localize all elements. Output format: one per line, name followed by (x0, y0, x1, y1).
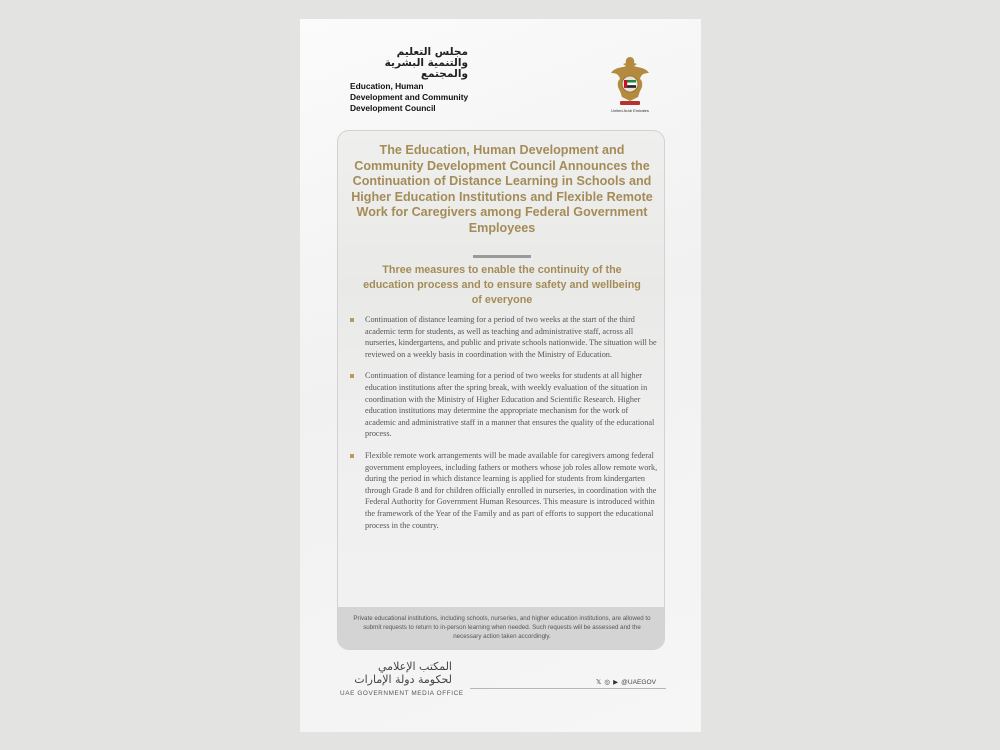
measure-item (350, 314, 660, 360)
council-name-en-1: Education, Human (350, 81, 424, 91)
title-divider (473, 255, 531, 258)
announcement-poster (300, 19, 701, 732)
bullet-square-icon (350, 318, 354, 322)
measure-text: Flexible remote work arrangements will be made available for caregivers among federal government employees, including fathers or mothers whose job roles allow remote work, during the period in which distance learning is applied for students from kindergarten through Grade 8 and for children officially enrolled in nurseries, in coordination with the Federal Authority for Government Human Resources. This measure is introduced within the framework of the Year of the Family and as part of efforts to support the educational process in the country. (365, 450, 658, 530)
social-divider (470, 688, 666, 689)
council-name-en-3: Development Council (350, 103, 436, 114)
social-handles (596, 678, 656, 686)
council-name-ar-2: والتنمية البشرية (384, 57, 468, 69)
bullet-square-icon (350, 454, 354, 458)
measures-list (350, 314, 660, 541)
measure-text: Continuation of distance learning for a period of two weeks at the start of the third academic term for students, as well as teaching and administrative staff, across all nurseries, kindergartens, and public and private schools nationwide. The situation will be reviewed on a weekly basis in coordination with the Ministry of Education. (365, 315, 657, 359)
council-logo (350, 47, 475, 114)
media-office-name-ar-1: المكتب الإعلامي (378, 660, 452, 673)
bullet-square-icon (350, 374, 354, 378)
social-handle[interactable]: @UAEGOV (621, 678, 657, 686)
council-name-ar-3: والمجتمع (420, 68, 468, 80)
emblem-label: United Arab Emirates (611, 108, 649, 113)
announcement-title: The Education, Human Development and Community Development Council Announces the Continuation of Distance Learning in Schools and Higher Education Institutions and Flexible Remote Work for Caregivers among Federal Government Employees (351, 143, 653, 235)
x-icon[interactable]: 𝕏 (596, 679, 602, 686)
media-office-name-en: UAE GOVERNMENT MEDIA OFFICE (340, 690, 464, 697)
council-name-en-2: Development and Community (350, 92, 469, 103)
measure-item (350, 450, 660, 531)
media-office-name-ar-2: لحكومة دولة الإمارات (354, 673, 452, 686)
measure-item (350, 370, 660, 440)
media-office-logo (340, 660, 490, 697)
uae-emblem-icon (610, 55, 650, 107)
footnote-text: Private educational institutions, including schools, nurseries, and higher education institutions, are allowed to submit requests to return to in-person learning when needed. Such requests will be assessed and the necessary action taken accordingly. (353, 615, 651, 640)
announcement-subtitle: Three measures to enable the continuity of the education process and to ensure safety and wellbeing of everyone (363, 264, 641, 306)
council-name-ar-1: مجلس التعليم (396, 46, 468, 58)
announcement-card (337, 130, 665, 650)
measure-text: Continuation of distance learning for a period of two weeks for students at all higher education institutions after the spring break, with weekly evaluation of the situation in coordination with the Ministry of Higher Education and Scientific Research. Higher education institutions may determine the appropriate mechanism for the work of academic and administrative staff in a manner that ensures the quality of the educational process. (365, 371, 655, 439)
youtube-icon[interactable]: ▶ (613, 679, 619, 686)
instagram-icon[interactable]: ◎ (604, 679, 611, 686)
footnote-bar (338, 607, 664, 649)
